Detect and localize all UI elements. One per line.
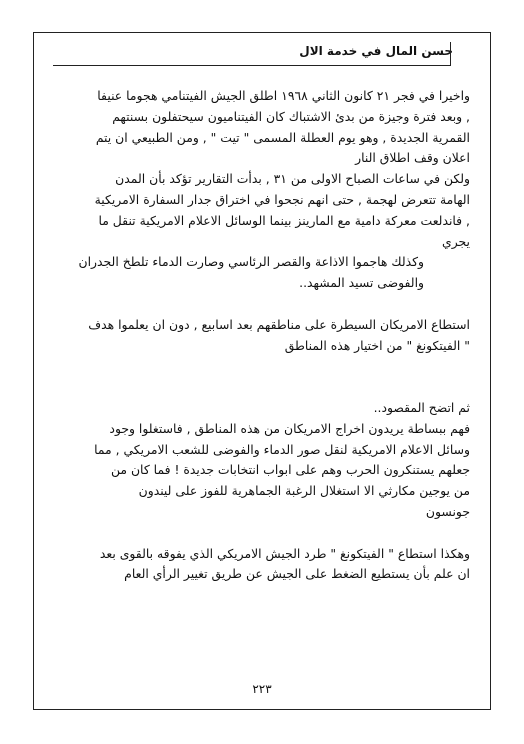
text-line: جعلهم يستنكرون الحرب وهم على ابواب انتخابات جديدة ! فما كان من — [110, 462, 470, 478]
blank-line — [58, 377, 470, 398]
text-line: " الفيتكونغ " من اختيار هذه المناطق — [284, 337, 470, 353]
text-line: القمرية الجديدة , وهو يوم العطلة المسمى " تيت " , ومن الطبيعي ان يتم — [95, 129, 470, 145]
text-line: واخيرا في فجر ٢١ كانون الثاني ١٩٦٨ اطلق الجيش الفيتنامي هجوما عنيفا — [97, 88, 470, 103]
header-corner-mark — [450, 42, 451, 66]
text-line: ولكن في ساعات الصباح الاولى من ٣١ , بدأت التقارير تؤكد بأن المدن — [115, 171, 470, 187]
text-line: ثم اتضح المقصود.. — [373, 399, 470, 415]
body-text — [58, 86, 470, 585]
header-divider — [53, 65, 451, 66]
text-line: وسائل الاعلام الامريكية لنقل صور الدماء والفوضى للشعب الامريكي , مما — [94, 441, 470, 457]
text-line: الهامة تتعرض لهجمة , حتى انهم نجحوا في اختراق جدار السفارة الامريكية — [94, 191, 470, 207]
text-line: ان علم بأن يستطيع الضغط على الجيش عن طريق تغيير الرأي العام — [124, 566, 470, 582]
text-line: اعلان وقف اطلاق النار — [355, 150, 470, 166]
text-line: , فاندلعت معركة دامية مع المارينز بينما الوسائل الاعلام الامريكية تنقل ما — [98, 212, 470, 228]
page-header — [33, 38, 491, 68]
text-line: والفوضى تسيد المشهد.. — [299, 275, 424, 291]
page-number: ٢٢٣ — [252, 682, 272, 696]
text-line: من يوجين مكارثي الا استغلال الرغبة الجماهرية للفوز على ليندون — [138, 483, 470, 499]
blank-line — [58, 294, 470, 315]
page-title: حسن المال في خدمة الال — [299, 44, 453, 58]
blank-line — [58, 523, 470, 544]
text-line: , وبعد فترة وجيزة من بدئ الاشتباك كان الفيتناميون سيحتفلون بسنتهم — [112, 108, 470, 124]
text-line: وكذلك هاجموا الاذاعة والقصر الرئاسي وصارت الدماء تلطخ الجدران — [78, 254, 424, 270]
text-line: جونسون — [425, 503, 470, 519]
blank-line — [58, 356, 470, 377]
text-line: وهكذا استطاع " الفيتكونغ " طرد الجيش الامريكي الذي يفوقه بالقوى بعد — [99, 545, 470, 561]
text-line: استطاع الامريكان السيطرة على مناطقهم بعد اسابيع , دون ان يعلموا هدف — [88, 316, 470, 332]
text-line: يجري — [442, 233, 470, 249]
text-line: فهم ببساطة يريدون اخراج الامريكان من هذه المناطق , فاستغلوا وجود — [109, 420, 470, 436]
